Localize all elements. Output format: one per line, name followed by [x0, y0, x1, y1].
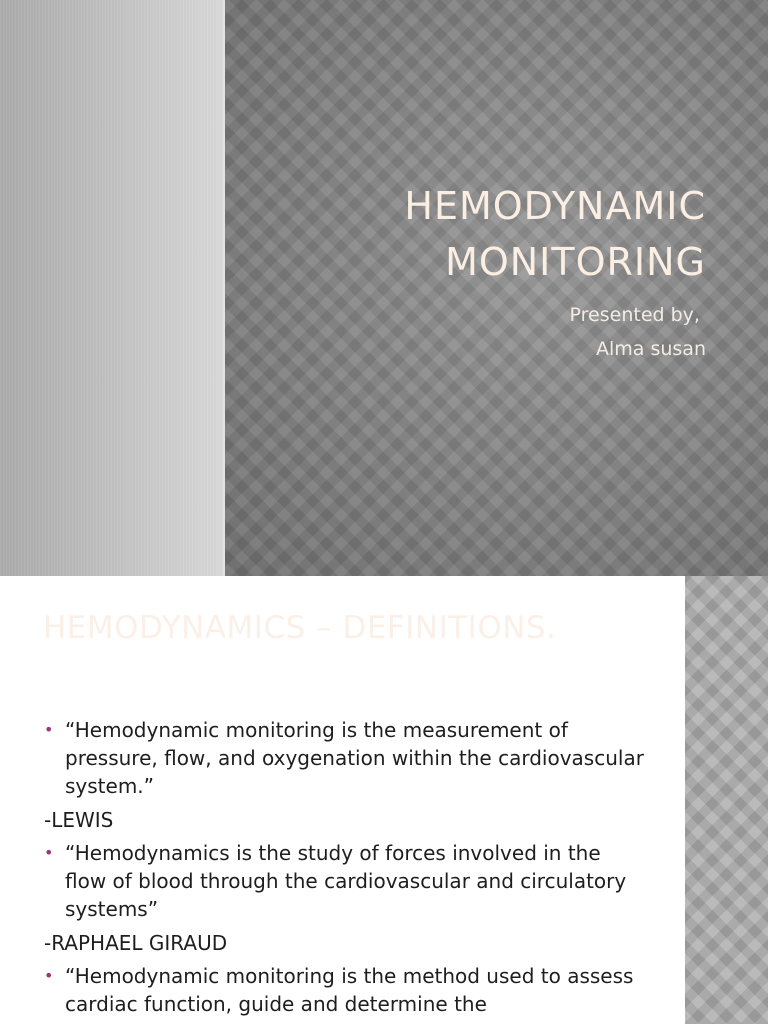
subtitle-line-1: Presented by,: [569, 304, 706, 326]
title-line-2: MONITORING: [445, 240, 706, 284]
definition-item: [44, 962, 644, 1018]
definitions-body: [44, 716, 644, 1024]
definition-attribution: -RAPHAEL GIRAUD: [44, 931, 228, 955]
definition-text: “Hemodynamic monitoring is the measurement of pressure, flow, and oxygenation within the cardiovascular system.”: [65, 718, 644, 798]
subtitle-line-2: Alma susan: [596, 338, 706, 360]
slide-subtitle: [306, 298, 706, 366]
slide-title: [226, 178, 706, 290]
definition-text: “Hemodynamic monitoring is the method used to assess cardiac function, guide and determine the: [65, 964, 634, 1016]
bullet-icon: •: [44, 843, 54, 862]
bullet-icon: •: [44, 966, 54, 985]
definitions-slide: [0, 576, 768, 1024]
left-gradient-panel: [0, 0, 223, 576]
definition-attribution: -LEWIS: [44, 808, 114, 832]
bullet-icon: •: [44, 720, 54, 739]
title-line-1: HEMODYNAMIC: [404, 184, 706, 228]
definition-item: [44, 716, 644, 800]
definition-item: [44, 839, 644, 923]
definition-text: “Hemodynamics is the study of forces involved in the flow of blood through the cardiovascular and circulatory systems”: [65, 841, 627, 921]
right-patterned-strip: [685, 576, 768, 1024]
definitions-heading: HEMODYNAMICS – DEFINITIONS.: [43, 610, 557, 646]
